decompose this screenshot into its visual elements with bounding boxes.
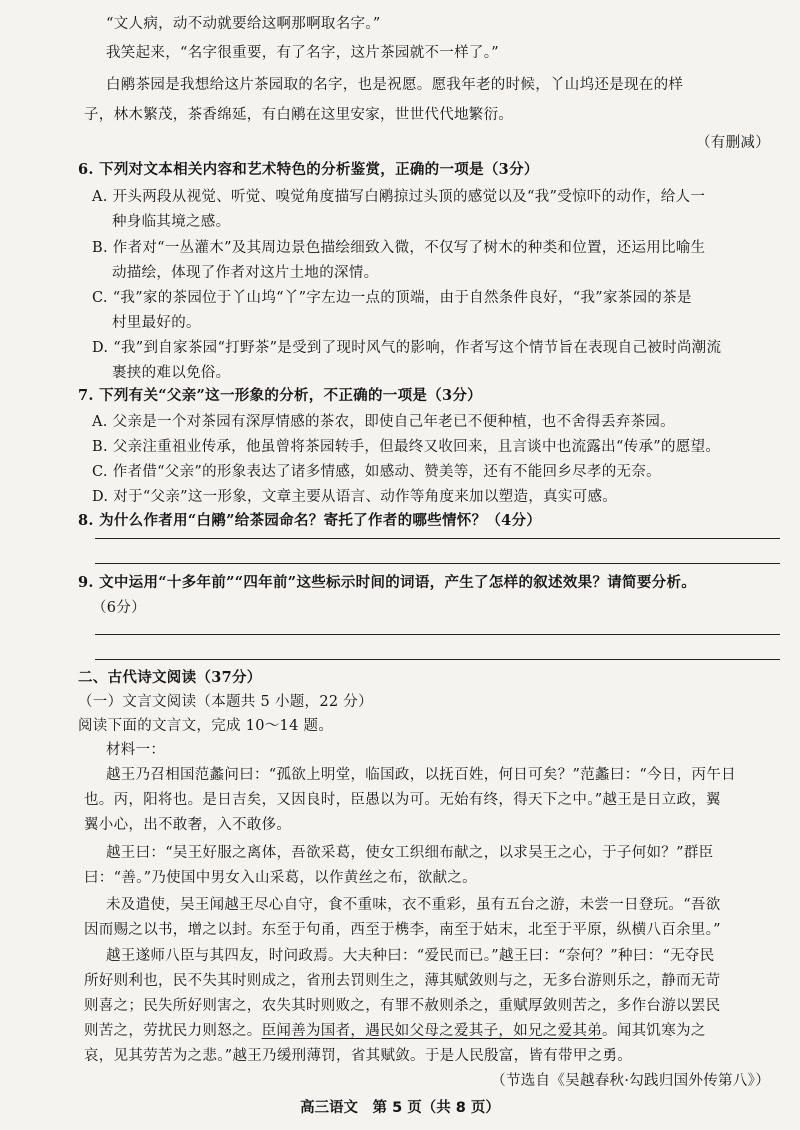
classical-text-line: 所好则利也，民不失其时则成之，省刑去罚则生之，薄其赋敛则与之，无多台游则乐之，静而无苛 <box>84 973 721 989</box>
answer-line[interactable] <box>95 634 780 635</box>
reading-instruction: 阅读下面的文言文，完成 10～14 题。 <box>78 718 334 734</box>
classical-text-line: 越王乃召相国范蠡问曰：“孤欲上明堂，临国政，以抚百姓，何日可矣？”范蠡曰：“今日，丙午日 <box>106 767 736 783</box>
passage-paragraph: 白鹇茶园是我想给这片茶园取的名字，也是祝愿。愿我年老的时候，丫山坞还是现在的样 <box>106 77 684 93</box>
classical-text-line: 越王遂师八臣与其四友，时问政焉。大夫种曰：“爱民而已。”越王曰：“奈何？”种曰：“无夺民 <box>106 948 715 964</box>
q7-option-c: C. 作者借“父亲”的形象表达了诸多情感，如感动、赞美等，还有不能回乡尽孝的无奈。 <box>92 464 661 480</box>
subsection-title: （一）文言文阅读（本题共 5 小题，22 分） <box>78 694 373 710</box>
classical-text-line <box>0 1021 800 1041</box>
q6-option-b-cont: 动描绘，体现了作者对这片土地的深情。 <box>112 265 379 281</box>
text-segment: 则苦之，劳扰民力则怒之。 <box>84 1023 262 1039</box>
classical-text-line: 越王曰：“吴王好服之离体，吾欲采葛，使女工织细布献之，以求吴王之心，于子何如？”群臣 <box>106 845 714 861</box>
section-title: 二、古代诗文阅读（37分） <box>78 669 262 686</box>
q6-option-a: A. 开头两段从视觉、听觉、嗅觉角度描写白鹇掠过头顶的感觉以及“我”受惊吓的动作，给人一 <box>92 189 706 205</box>
underlined-sentence: 臣闻善为国者，遇民如父母之爱其子，如兄之爱其弟 <box>261 1023 603 1039</box>
material-label: 材料一： <box>106 742 166 758</box>
q7-option-d: D. 对于“父亲”这一形象，文章主要从语言、动作等角度来加以塑造，真实可感。 <box>92 489 618 505</box>
question-7-stem: 7. 下列有关“父亲”这一形象的分析，不正确的一项是（3分） <box>78 387 482 404</box>
classical-text-line: 因而赐之以书，增之以封。东至于句甬，西至于槜李，南至于姑末，北至于平原，纵横八百余里。” <box>84 922 721 938</box>
classical-text-line: 则喜之；民失所好则害之，农失其时则败之，有罪不赦则杀之，重赋厚敛则苦之，多作台游以罢民 <box>84 998 721 1014</box>
classical-text-line: 哀，见其劳苦为之悲。”越王乃缓刑薄罚，省其赋敛。于是人民殷富，皆有带甲之勇。 <box>84 1048 633 1064</box>
q6-option-d-cont: 裹挟的难以免俗。 <box>112 365 231 381</box>
question-9-stem: 9. 文中运用“十多年前”“四年前”这些标示时间的词语，产生了怎样的叙述效果？请简要分析。 <box>78 574 697 591</box>
q7-option-b: B. 父亲注重祖业传承，他虽曾将茶园转手，但最终又收回来，且言谈中也流露出“传承”的愿望。 <box>92 439 721 455</box>
q7-option-a: A. 父亲是一个对茶园有深厚情感的茶农，即使自己年老已不便种植，也不舍得丢弃茶园。 <box>92 414 675 430</box>
source-citation: （节选自《吴越春秋·勾践归国外传第八》） <box>491 1073 770 1089</box>
q6-option-d: D. “我”到自家茶园“打野茶”是受到了现时风气的影响，作者写这个情节旨在表现自己被时尚潮流 <box>92 340 722 356</box>
answer-line[interactable] <box>95 659 780 660</box>
answer-line[interactable] <box>95 538 780 539</box>
classical-text-line: 曰：“善。”乃使国中男女入山采葛，以作黄丝之布，欲献之。 <box>84 870 477 886</box>
abridged-note: （有删减） <box>696 135 770 151</box>
question-9-points: （6分） <box>92 600 146 616</box>
q6-option-c-cont: 村里最好的。 <box>112 315 201 331</box>
question-8-stem: 8. 为什么作者用“白鹇”给茶园命名？寄托了作者的哪些情怀？（4分） <box>78 512 542 529</box>
classical-text-line: 也。丙，阳将也。是日吉矣，又因良时，臣愚以为可。无始有终，得天下之中。”越王是日立政，翼 <box>84 792 721 808</box>
question-6-stem: 6. 下列对文本相关内容和艺术特色的分析鉴赏，正确的一项是（3分） <box>78 161 539 178</box>
passage-paragraph: “文人病，动不动就要给这啊那啊取名字。” <box>106 16 381 32</box>
classical-text-line: 未及遣使，吴王闻越王尽心自守，食不重味，衣不重彩，虽有五台之游，未尝一日登玩。“吾欲 <box>106 897 721 913</box>
page-footer: 高三语文 第 5 页（共 8 页） <box>300 1100 500 1116</box>
passage-paragraph: 子，林木繁茂，茶香绵延，有白鹇在这里安家，世世代代地繁衍。 <box>84 107 514 123</box>
answer-line[interactable] <box>95 563 780 564</box>
passage-paragraph: 我笑起来，“名字很重要，有了名字，这片茶园就不一样了。” <box>106 45 499 61</box>
q6-option-b: B. 作者对“一丛灌木”及其周边景色描绘细致入微，不仅写了树木的种类和位置，还运用比喻生 <box>92 240 706 256</box>
q6-option-a-cont: 种身临其境之感。 <box>112 214 231 230</box>
q6-option-c: C. “我”家的茶园位于丫山坞“丫”字左边一点的顶端，由于自然条件良好，“我”家茶园的茶是 <box>92 290 692 306</box>
text-segment: 。闻其饥寒为之 <box>602 1023 706 1039</box>
classical-text-line: 翼小心，出不敢奢，入不敢侈。 <box>84 817 292 833</box>
